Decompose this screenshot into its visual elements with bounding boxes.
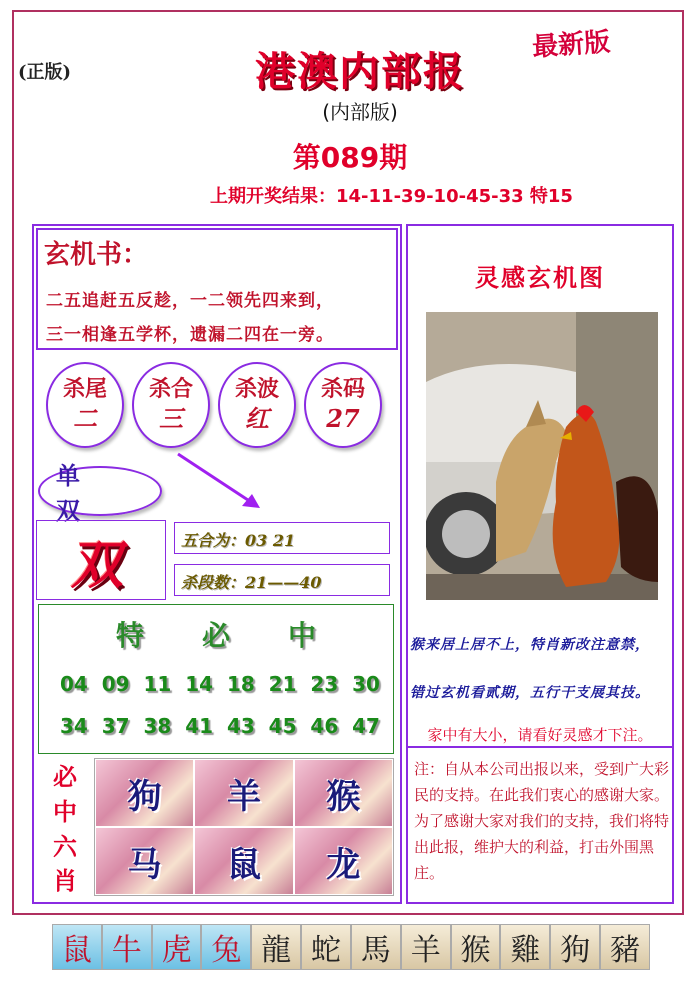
pick-value: 红 (245, 404, 269, 434)
riddle-heading: 玄机书： (44, 240, 149, 270)
must-hit-char: 特 (115, 619, 144, 652)
pick-value: 27 (326, 404, 360, 434)
pick-oval-wave (218, 362, 296, 448)
number: 38 (143, 714, 172, 738)
zodiac-label-char: 必 (53, 762, 77, 791)
number: 11 (143, 672, 172, 696)
zodiac-bar (52, 924, 650, 970)
last-draw-result: 上期开奖结果：14-11-39-10-45-33 特15 (210, 186, 573, 207)
must-hit-char: 必 (201, 619, 230, 652)
number: 43 (226, 714, 255, 738)
notice-text: 注：自从本公司出报以来，受到广大彩民的支持。在此我们衷心的感谢大家。为了感谢大家对我们的支持，我们将特出此报，维护大的利益，打击外围黑庄。 (414, 760, 670, 882)
hint-text: 家中有大小，请看好灵感才下注。 (427, 726, 653, 744)
picture-title: 灵感玄机图 (475, 263, 605, 292)
zodiac-label-char: 中 (53, 796, 77, 826)
zodiac-label-char: 肖 (53, 866, 77, 896)
big-pick: 双 (68, 534, 132, 596)
poem-line-1: 猴来居上居不上，特肖新改注意禁， (410, 637, 650, 653)
pick-label: 杀合 (148, 375, 193, 402)
number: 34 (60, 714, 88, 738)
edition-label: (正版) (18, 62, 72, 83)
must-hit-row-1 (60, 672, 380, 696)
zodiac-tile: 蛇 (301, 924, 351, 970)
number: 14 (185, 672, 214, 696)
number: 37 (101, 714, 130, 738)
zodiac-tile: 雞 (500, 924, 550, 970)
number: 46 (310, 714, 339, 738)
zodiac-tile: 羊 (401, 924, 451, 970)
number: 09 (101, 672, 130, 696)
zodiac-cell: 狗 (95, 759, 194, 827)
number: 45 (268, 714, 297, 738)
five-combo-box: 五合为：03 21 (174, 522, 390, 554)
zodiac-tile: 虎 (152, 924, 202, 970)
zodiac-tile: 牛 (102, 924, 152, 970)
pick-label: 杀码 (320, 375, 365, 402)
pick-oval-tail (46, 362, 124, 448)
divider (406, 746, 674, 748)
odd-even-oval: 单 双 (38, 466, 162, 516)
zodiac-tile: 兔 (201, 924, 251, 970)
zodiac-cell: 龙 (294, 827, 393, 895)
kill-range-box: 杀段数：21——40 (174, 564, 390, 596)
zodiac-cell: 猴 (294, 759, 393, 827)
zodiac-tile: 鼠 (52, 924, 102, 970)
issue-number: 第089期 (292, 141, 408, 174)
number: 18 (226, 672, 255, 696)
pick-oval-combo (132, 362, 210, 448)
zodiac-tile: 豬 (600, 924, 650, 970)
number: 04 (60, 672, 88, 696)
zodiac-tile: 猴 (451, 924, 501, 970)
poem-line-2: 错过玄机看贰期，五行干支展其技。 (410, 685, 650, 701)
page-subtitle: (内部版) (322, 100, 398, 124)
pick-label: 杀波 (234, 375, 279, 402)
latest-edition-label: 最新版 (531, 27, 612, 63)
big-pick-box (36, 520, 166, 600)
zodiac-tile: 馬 (351, 924, 401, 970)
six-zodiac-label (48, 760, 82, 899)
number: 47 (352, 714, 380, 738)
zodiac-tile: 狗 (550, 924, 600, 970)
must-hit-title (38, 614, 394, 654)
pick-value: 三 (159, 404, 183, 434)
riddle-line-1: 二五追赶五反趁，一二领先四来到， (46, 291, 334, 311)
number: 23 (310, 672, 339, 696)
zodiac-cell: 羊 (194, 759, 293, 827)
dog-and-rooster-photo (426, 312, 658, 600)
number: 21 (268, 672, 297, 696)
zodiac-tile: 龍 (251, 924, 301, 970)
pick-oval-number (304, 362, 382, 448)
pick-label: 杀尾 (62, 375, 107, 402)
zodiac-cell: 马 (95, 827, 194, 895)
zodiac-label-char: 六 (53, 831, 77, 861)
number: 30 (352, 672, 380, 696)
must-hit-char: 中 (288, 619, 317, 652)
arrow-icon (170, 448, 270, 518)
riddle-line-2: 三一相逢五学杯，遗漏二四在一旁。 (46, 325, 334, 345)
six-zodiac-grid (94, 758, 394, 896)
page-title: 港澳内部报 (255, 48, 465, 95)
zodiac-cell: 鼠 (194, 827, 293, 895)
must-hit-row-2 (60, 714, 380, 738)
number: 41 (185, 714, 214, 738)
pick-value: 二 (73, 404, 97, 434)
